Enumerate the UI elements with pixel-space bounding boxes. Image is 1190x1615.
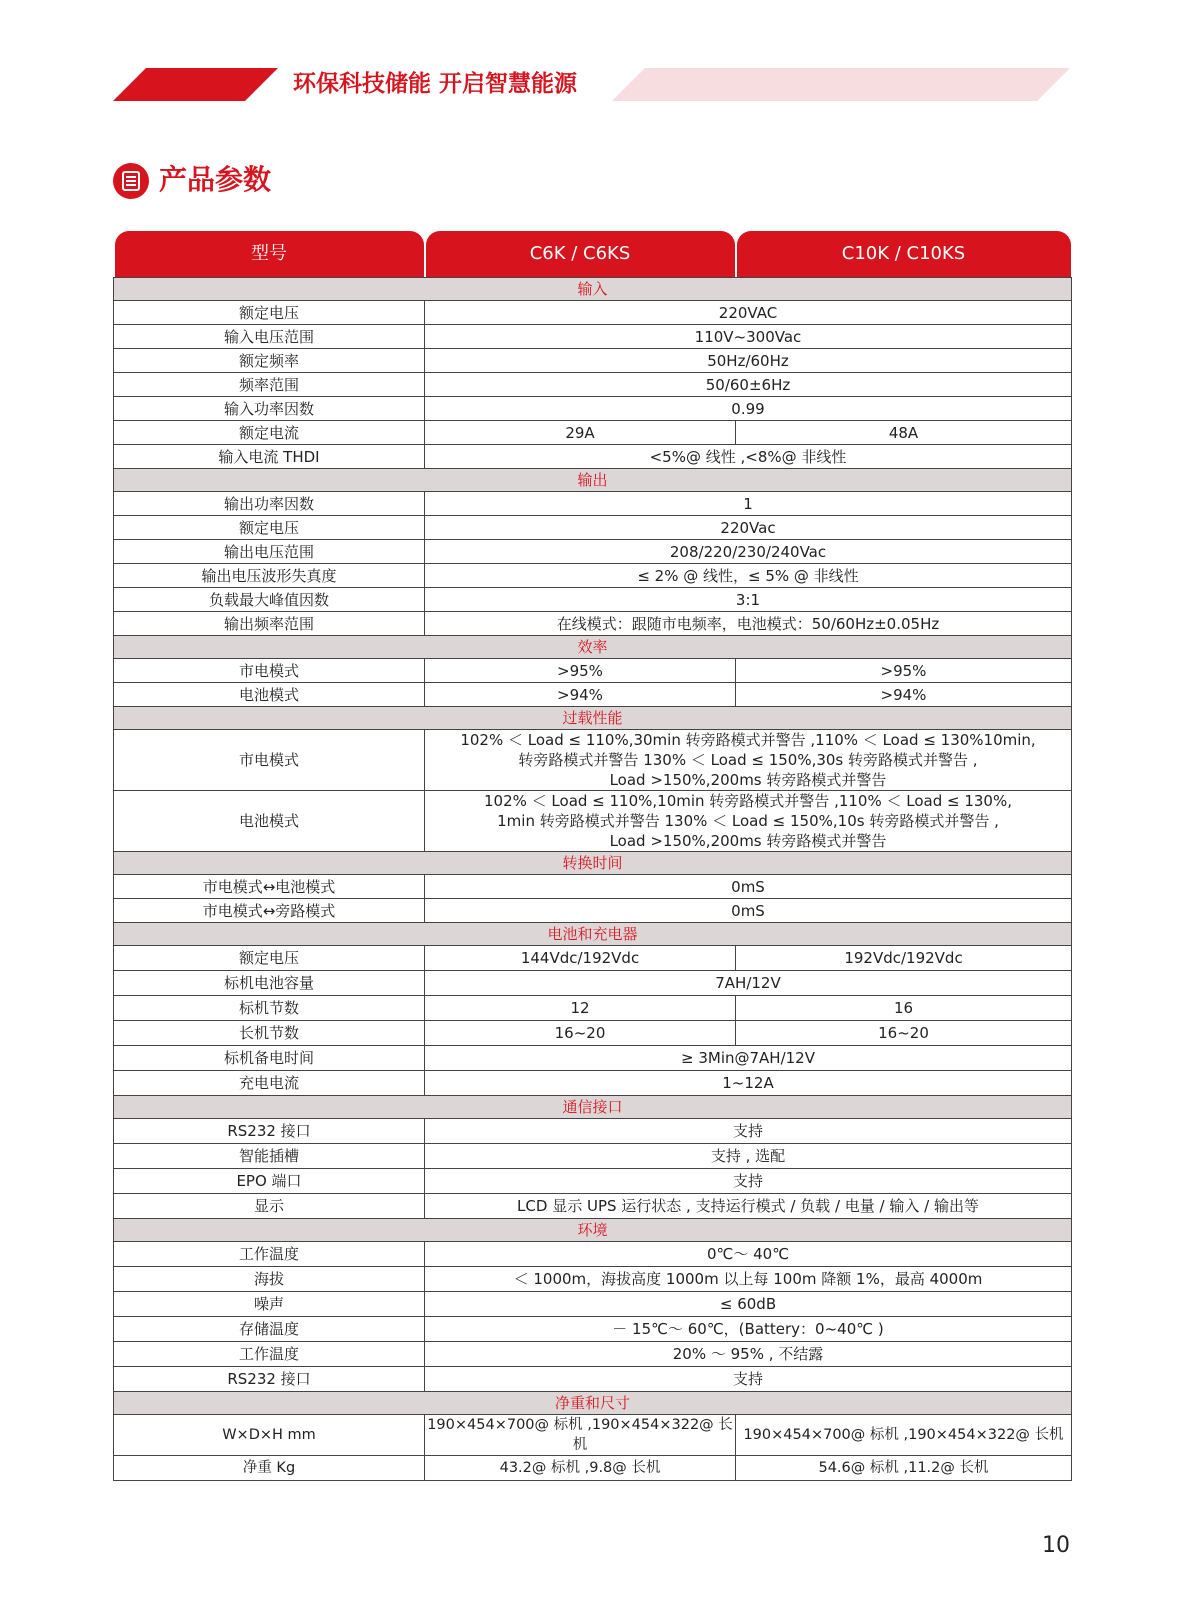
table-row <box>114 301 1072 325</box>
section-title-cell: 输入 <box>114 278 1072 301</box>
row-label: 工作温度 <box>114 1242 425 1267</box>
table-row <box>114 996 1072 1021</box>
table-row <box>114 1021 1072 1046</box>
row-value <box>425 730 1072 791</box>
table-row <box>114 730 1072 791</box>
table-row <box>114 683 1072 707</box>
table-row <box>114 791 1072 852</box>
row-value: 0mS <box>425 875 1072 899</box>
row-label: 输入电压范围 <box>114 325 425 349</box>
row-label: 海拔 <box>114 1267 425 1292</box>
table-row <box>114 1317 1072 1342</box>
table-row <box>114 1267 1072 1292</box>
row-value: 50Hz/60Hz <box>425 349 1072 373</box>
row-value-line: 1min 转旁路模式并警告 130% ＜ Load ≤ 150%,10s 转旁路模式并警告 , <box>497 812 999 830</box>
table-row <box>114 1242 1072 1267</box>
table-row <box>114 946 1072 971</box>
section-row <box>114 469 1072 492</box>
table-row <box>114 1367 1072 1392</box>
row-label: 电池模式 <box>114 791 425 852</box>
table-row <box>114 1119 1072 1144</box>
spec-table <box>113 231 1072 1481</box>
row-label: 额定频率 <box>114 349 425 373</box>
table-row <box>114 1169 1072 1194</box>
section-title-cell: 过载性能 <box>114 707 1072 730</box>
row-value-c6k: 43.2@ 标机 ,9.8@ 长机 <box>425 1456 736 1481</box>
row-label: 显示 <box>114 1194 425 1219</box>
row-value <box>425 791 1072 852</box>
table-row <box>114 325 1072 349</box>
row-label: 输出频率范围 <box>114 612 425 636</box>
row-label: W×D×H mm <box>114 1415 425 1456</box>
row-label: 输出功率因数 <box>114 492 425 516</box>
section-row <box>114 278 1072 301</box>
row-value: 支持 <box>425 1367 1072 1392</box>
table-row <box>114 1342 1072 1367</box>
row-value: 1~12A <box>425 1071 1072 1096</box>
table-row <box>114 612 1072 636</box>
header-model: 型号 <box>115 231 424 277</box>
row-value: 220VAC <box>425 301 1072 325</box>
row-value: 110V~300Vac <box>425 325 1072 349</box>
row-label: 噪声 <box>114 1292 425 1317</box>
row-value-c6k: 16~20 <box>425 1021 736 1046</box>
row-value: 1 <box>425 492 1072 516</box>
row-label: RS232 接口 <box>114 1119 425 1144</box>
section-title-cell: 环境 <box>114 1219 1072 1242</box>
row-label: 工作温度 <box>114 1342 425 1367</box>
table-row <box>114 516 1072 540</box>
table-row <box>114 1415 1072 1456</box>
table-row <box>114 1046 1072 1071</box>
table-row <box>114 373 1072 397</box>
row-label: 存储温度 <box>114 1317 425 1342</box>
row-value-c10k: 190×454×700@ 标机 ,190×454×322@ 长机 <box>736 1415 1072 1456</box>
table-row <box>114 421 1072 445</box>
row-label: 输出电压范围 <box>114 540 425 564</box>
row-value-line: 102% ＜ Load ≤ 110%,30min 转旁路模式并警告 ,110% ＜ Load ≤ 130%10min, <box>460 731 1036 749</box>
table-row <box>114 540 1072 564</box>
section-title-cell: 电池和充电器 <box>114 923 1072 946</box>
row-value-c6k: 144Vdc/192Vdc <box>425 946 736 971</box>
section-row <box>114 636 1072 659</box>
document-icon <box>113 163 149 199</box>
row-label: 频率范围 <box>114 373 425 397</box>
row-value: 3:1 <box>425 588 1072 612</box>
row-value-c10k: 54.6@ 标机 ,11.2@ 长机 <box>736 1456 1072 1481</box>
row-value: 支持 <box>425 1169 1072 1194</box>
table-row <box>114 397 1072 421</box>
row-value: ＜ 1000m，海拔高度 1000m 以上每 100m 降额 1%，最高 4000m <box>425 1267 1072 1292</box>
row-value-c10k: 48A <box>736 421 1072 445</box>
row-label: 输入电流 THDI <box>114 445 425 469</box>
row-value-c10k: 192Vdc/192Vdc <box>736 946 1072 971</box>
table-header-row <box>114 231 1072 278</box>
section-title-cell: 输出 <box>114 469 1072 492</box>
section-title-cell: 通信接口 <box>114 1096 1072 1119</box>
row-label: 标机备电时间 <box>114 1046 425 1071</box>
row-value: 支持 , 选配 <box>425 1144 1072 1169</box>
table-row <box>114 1456 1072 1481</box>
row-value-line: Load >150%,200ms 转旁路模式并警告 <box>609 771 887 789</box>
row-label: 充电电流 <box>114 1071 425 1096</box>
row-value: 支持 <box>425 1119 1072 1144</box>
table-row <box>114 659 1072 683</box>
row-label: RS232 接口 <box>114 1367 425 1392</box>
row-value-c10k: >95% <box>736 659 1072 683</box>
section-row <box>114 923 1072 946</box>
row-label: 市电模式 <box>114 730 425 791</box>
row-label: 输入功率因数 <box>114 397 425 421</box>
row-label: 市电模式 <box>114 659 425 683</box>
table-row <box>114 445 1072 469</box>
table-row <box>114 1144 1072 1169</box>
row-value-line: 转旁路模式并警告 130% ＜ Load ≤ 150%,30s 转旁路模式并警告 , <box>518 751 978 769</box>
row-value: 0mS <box>425 899 1072 923</box>
row-value-c6k: >95% <box>425 659 736 683</box>
row-label: 智能插槽 <box>114 1144 425 1169</box>
row-value: 0℃～ 40℃ <box>425 1242 1072 1267</box>
section-title-cell: 转换时间 <box>114 852 1072 875</box>
row-value-c6k: >94% <box>425 683 736 707</box>
row-label: 标机电池容量 <box>114 971 425 996</box>
row-value: 208/220/230/240Vac <box>425 540 1072 564</box>
table-row <box>114 349 1072 373</box>
section-title: 产品参数 <box>159 163 272 196</box>
section-row <box>114 1219 1072 1242</box>
banner-right-stripe <box>612 68 1070 101</box>
row-label: 标机节数 <box>114 996 425 1021</box>
section-row <box>114 1096 1072 1119</box>
row-label: EPO 端口 <box>114 1169 425 1194</box>
header-c10k: C10K / C10KS <box>737 231 1071 277</box>
banner-left-stripe <box>113 68 278 101</box>
row-value-c6k: 12 <box>425 996 736 1021</box>
row-label: 额定电压 <box>114 946 425 971</box>
section-row <box>114 1392 1072 1415</box>
row-value-c10k: 16 <box>736 996 1072 1021</box>
row-value: <5%@ 线性 ,<8%@ 非线性 <box>425 445 1072 469</box>
row-value: 220Vac <box>425 516 1072 540</box>
table-row <box>114 588 1072 612</box>
row-value: 20% ～ 95% , 不结露 <box>425 1342 1072 1367</box>
row-value-c10k: 16~20 <box>736 1021 1072 1046</box>
row-value: 7AH/12V <box>425 971 1072 996</box>
table-row <box>114 492 1072 516</box>
row-label: 市电模式↔电池模式 <box>114 875 425 899</box>
section-title-cell: 效率 <box>114 636 1072 659</box>
section-row <box>114 852 1072 875</box>
row-value: ≥ 3Min@7AH/12V <box>425 1046 1072 1071</box>
table-row <box>114 564 1072 588</box>
row-value: LCD 显示 UPS 运行状态 , 支持运行模式 / 负载 / 电量 / 输入 / 输出等 <box>425 1194 1072 1219</box>
row-value: ≤ 2% @ 线性，≤ 5% @ 非线性 <box>425 564 1072 588</box>
row-label: 负载最大峰值因数 <box>114 588 425 612</box>
section-title-cell: 净重和尺寸 <box>114 1392 1072 1415</box>
page-number: 10 <box>1042 1533 1070 1558</box>
row-value-line: Load >150%,200ms 转旁路模式并警告 <box>609 832 887 850</box>
row-value-c6k: 29A <box>425 421 736 445</box>
row-value-c6k: 190×454×700@ 标机 ,190×454×322@ 长机 <box>425 1415 736 1456</box>
table-row <box>114 1194 1072 1219</box>
section-row <box>114 707 1072 730</box>
row-value: ≤ 60dB <box>425 1292 1072 1317</box>
row-label: 额定电流 <box>114 421 425 445</box>
table-row <box>114 971 1072 996</box>
banner-slogan: 环保科技储能 开启智慧能源 <box>293 71 578 97</box>
table-row <box>114 875 1072 899</box>
header-c6k: C6K / C6KS <box>426 231 735 277</box>
row-value-c10k: >94% <box>736 683 1072 707</box>
table-row <box>114 1292 1072 1317</box>
row-label: 长机节数 <box>114 1021 425 1046</box>
row-label: 电池模式 <box>114 683 425 707</box>
row-value-line: 102% ＜ Load ≤ 110%,10min 转旁路模式并警告 ,110% ＜ Load ≤ 130%, <box>484 792 1012 810</box>
row-value: 0.99 <box>425 397 1072 421</box>
row-value: 在线模式：跟随市电频率，电池模式：50/60Hz±0.05Hz <box>425 612 1072 636</box>
row-label: 净重 Kg <box>114 1456 425 1481</box>
row-label: 额定电压 <box>114 516 425 540</box>
row-value: 50/60±6Hz <box>425 373 1072 397</box>
row-label: 输出电压波形失真度 <box>114 564 425 588</box>
table-row <box>114 899 1072 923</box>
row-label: 市电模式↔旁路模式 <box>114 899 425 923</box>
row-label: 额定电压 <box>114 301 425 325</box>
row-value: － 15℃～ 60℃，(Battery：0~40℃ ) <box>425 1317 1072 1342</box>
table-row <box>114 1071 1072 1096</box>
